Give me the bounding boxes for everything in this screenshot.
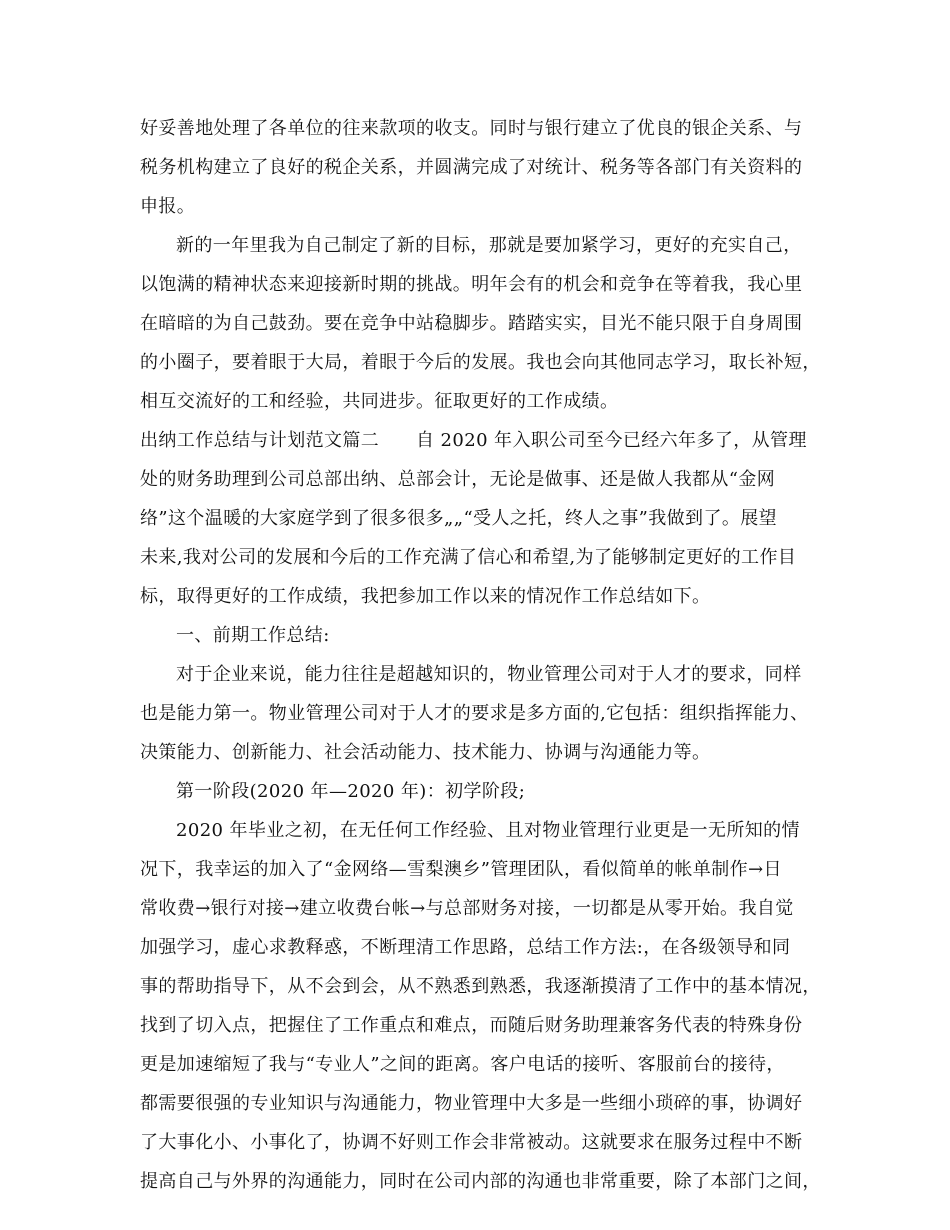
text-line-17: 决策能力、创新能力、社会活动能力、技术能力、协调与沟通能力等。 bbox=[140, 742, 711, 763]
text-line-16: 也是能力第一。物业管理公司对于人才的要求是多方面的,它包括：组织指挥能力、 bbox=[140, 703, 809, 724]
text-line-11: 络”这个温暖的大家庭学到了很多很多„„“受人之托，终人之事”我做到了。展望 bbox=[140, 508, 778, 529]
text-line-13: 标，取得更好的工作成绩，我把参加工作以来的情况作工作总结如下。 bbox=[140, 586, 711, 607]
section-heading-line: 出纳工作总结与计划范文篇二 自 2020 年入职公司至今已经六年多了，从管理 bbox=[140, 430, 807, 451]
text-line-19: 2020 年毕业之初，在无任何工作经验、且对物业管理行业更是一无所知的情 bbox=[176, 820, 800, 841]
text-line-15: 对于企业来说，能力往往是超越知识的，物业管理公司对于人才的要求，同样 bbox=[176, 664, 802, 685]
text-line-21: 常收费→银行对接→建立收费台帐→与总部财务对接，一切都是从零开始。我自觉 bbox=[140, 898, 794, 919]
text-line-7: 的小圈子，要着眼于大局，着眼于今后的发展。我也会向其他同志学习，取长补短， bbox=[140, 352, 821, 373]
text-line-10: 处的财务助理到公司总部出纳、总部会计，无论是做事、还是做人我都从“金网 bbox=[140, 469, 776, 490]
text-line-12: 未来,我对公司的发展和今后的工作充满了信心和希望,为了能够制定更好的工作目 bbox=[140, 547, 797, 568]
text-line-26: 都需要很强的专业知识与沟通能力，物业管理中大多是一些细小琐碎的事，协调好 bbox=[140, 1093, 803, 1114]
text-line-25: 更是加速缩短了我与“专业人”之间的距离。客户电话的接听、客服前台的接待， bbox=[140, 1054, 785, 1075]
text-line-6: 在暗暗的为自己鼓劲。要在竞争中站稳脚步。踏踏实实，目光不能只限于自身周围 bbox=[140, 313, 803, 334]
text-line-23: 事的帮助指导下，从不会到会，从不熟悉到熟悉，我逐渐摸清了工作中的基本情况， bbox=[140, 976, 821, 997]
text-line-4: 新的一年里我为自己制定了新的目标，那就是要加紧学习，更好的充实自己， bbox=[176, 235, 802, 256]
text-line-28: 提高自己与外界的沟通能力，同时在公司内部的沟通也非常重要，除了本部门之间， bbox=[140, 1171, 821, 1192]
text-line-3: 申报。 bbox=[140, 196, 196, 217]
subheading-line: 一、前期工作总结: bbox=[176, 625, 330, 646]
text-line-2: 税务机构建立了良好的税企关系，并圆满完成了对统计、税务等各部门有关资料的 bbox=[140, 157, 803, 178]
text-line-24: 找到了切入点，把握住了工作重点和难点，而随后财务助理兼客务代表的特殊身份 bbox=[140, 1015, 803, 1036]
text-line-20: 况下，我幸运的加入了“金网络—雪梨澳乡”管理团队，看似简单的帐单制作→日 bbox=[140, 859, 782, 880]
text-line-5: 以饱满的精神状态来迎接新时期的挑战。明年会有的机会和竞争在等着我，我心里 bbox=[140, 274, 803, 295]
text-line-22: 加强学习，虚心求教释惑，不断理清工作思路，总结工作方法:，在各级领导和同 bbox=[140, 937, 791, 958]
stage-heading-line: 第一阶段(2020 年—2020 年)：初学阶段; bbox=[176, 781, 526, 802]
text-line-1: 好妥善地处理了各单位的往来款项的收支。同时与银行建立了优良的银企关系、与 bbox=[140, 118, 803, 139]
text-line-27: 了大事化小、小事化了，协调不好则工作会非常被动。这就要求在服务过程中不断 bbox=[140, 1132, 803, 1153]
text-line-8: 相互交流好的工和经验，共同进步。征取更好的工作成绩。 bbox=[140, 391, 619, 412]
